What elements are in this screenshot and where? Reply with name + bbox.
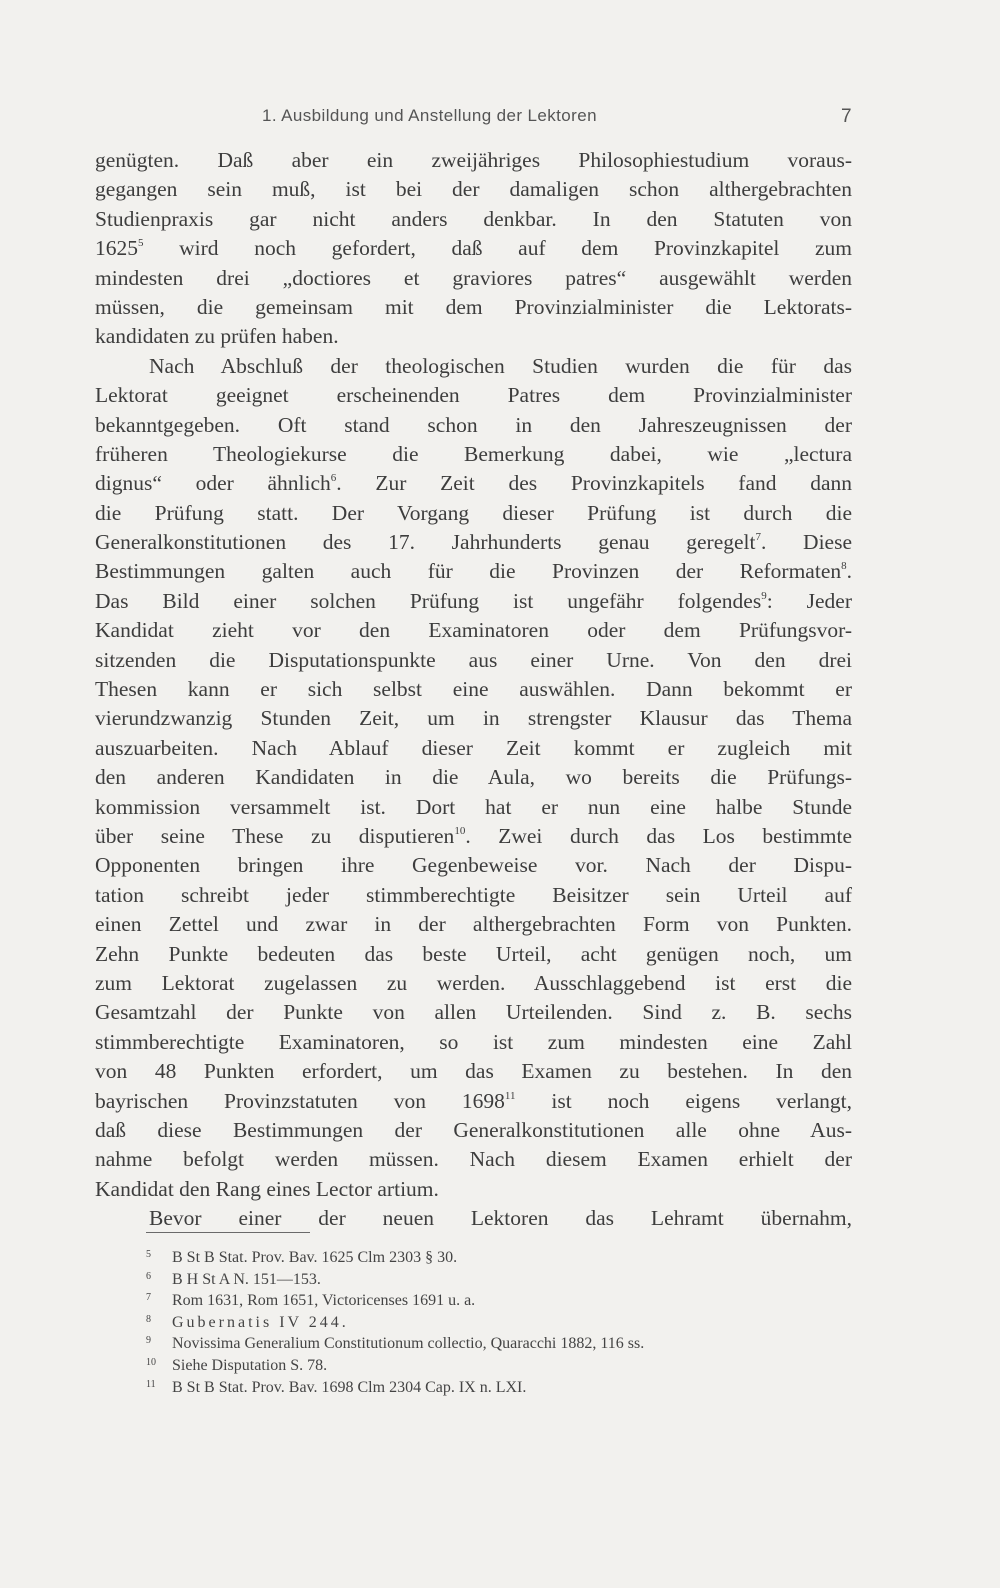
text-line: tation schreibt jeder stimmberechtigte Beisitzer sein Urteil auf bbox=[95, 882, 852, 907]
text-line: gegangen sein muß, ist bei der damaligen schon althergebrachten bbox=[95, 177, 852, 202]
footnote-text: B St B Stat. Prov. Bav. 1625 Clm 2303 § 30. bbox=[172, 1249, 458, 1266]
footnote bbox=[146, 1330, 866, 1352]
footnote-marker: 9 bbox=[146, 1335, 151, 1347]
footnote-text: Rom 1631, Rom 1651, Victoricenses 1691 u. a. bbox=[172, 1292, 476, 1310]
text-line: Opponenten bringen ihre Gegenbeweise vor. Nach der Dispu- bbox=[95, 853, 852, 878]
text-line: kandidaten zu prüfen haben. bbox=[95, 324, 339, 349]
text-line: zum Lektorat zugelassen zu werden. Ausschlaggebend ist erst die bbox=[95, 970, 852, 995]
text-line: einen Zettel und zwar in der althergebrachten Form von Punkten. bbox=[95, 912, 852, 937]
text-line: den anderen Kandidaten in die Aula, wo bereits die Prüfungs- bbox=[95, 765, 852, 790]
text-line: Thesen kann er sich selbst eine auswählen. Dann bekommt er bbox=[95, 677, 852, 702]
footnote-reference: 11 bbox=[504, 1089, 516, 1102]
footnote-marker: 5 bbox=[146, 1249, 151, 1260]
text-line: über seine These zu disputieren$^{10}$. Zwei durch das Los bestimmte bbox=[95, 823, 852, 848]
text-line: Das Bild einer solchen Prüfung ist ungefähr folgendes$^9$: Jeder bbox=[95, 588, 852, 613]
footnote-text: Gubernatis IV 244. bbox=[172, 1313, 349, 1331]
text-line: 1625$^5$ wird noch gefordert, daß auf dem Provinzkapitel zum bbox=[95, 236, 852, 261]
text-line: Studienpraxis gar nicht anders denkbar. In den Statuten von bbox=[95, 206, 852, 231]
text-line: Nach Abschluß der theologischen Studien wurden die für das bbox=[149, 353, 852, 378]
footnote-reference: 10 bbox=[454, 824, 466, 837]
footnote bbox=[146, 1287, 866, 1309]
footnote bbox=[146, 1374, 866, 1396]
text-line: daß diese Bestimmungen der Generalkonstitutionen alle ohne Aus- bbox=[95, 1117, 852, 1142]
page-number: 7 bbox=[841, 106, 852, 127]
footnote bbox=[146, 1266, 866, 1288]
footnote-marker: 10 bbox=[146, 1356, 156, 1368]
footnote-reference: 6 bbox=[330, 472, 337, 485]
text-line: die Prüfung statt. Der Vorgang dieser Prüfung ist durch die bbox=[95, 500, 852, 525]
footnote-reference: 8 bbox=[841, 560, 847, 573]
footnote bbox=[146, 1309, 866, 1331]
footnote-text: B H St A N. 151—153. bbox=[172, 1270, 321, 1288]
running-header bbox=[95, 106, 852, 132]
text-line: Zehn Punkte bedeuten das beste Urteil, acht genügen noch, um bbox=[95, 941, 852, 966]
text-line: Kandidat den Rang eines Lector artium. bbox=[95, 1176, 439, 1201]
footnote-reference: 7 bbox=[755, 531, 761, 544]
text-line: bekanntgegeben. Oft stand schon in den Jahreszeugnissen der bbox=[95, 412, 852, 437]
text-line: Bevor einer der neuen Lektoren das Lehramt übernahm, bbox=[149, 1206, 852, 1231]
body-text bbox=[95, 146, 852, 1233]
footnote-divider bbox=[146, 1232, 310, 1233]
text-line: Lektorat geeignet erscheinenden Patres dem Provinzialminister bbox=[95, 383, 852, 408]
footnote-reference: 9 bbox=[761, 589, 767, 602]
text-line: sitzenden die Disputationspunkte aus einer Urne. Von den drei bbox=[95, 647, 852, 672]
text-line: stimmberechtigte Examinatoren, so ist zum mindesten eine Zahl bbox=[95, 1029, 852, 1054]
text-line: nahme befolgt werden müssen. Nach diesem Examen erhielt der bbox=[95, 1147, 852, 1172]
text-line: dignus“ oder ähnlich$^6$. Zur Zeit des Provinzkapitels fand dann bbox=[95, 471, 852, 496]
text-line: Kandidat zieht vor den Examinatoren oder dem Prüfungsvor- bbox=[95, 618, 852, 643]
footnotes bbox=[146, 1244, 866, 1395]
text-line: auszuarbeiten. Nach Ablauf dieser Zeit kommt er zugleich mit bbox=[95, 735, 852, 760]
text-line: Gesamtzahl der Punkte von allen Urteilenden. Sind z. B. sechs bbox=[95, 1000, 852, 1025]
footnote-marker: 8 bbox=[146, 1313, 151, 1325]
text-line: vierundzwanzig Stunden Zeit, um in strengster Klausur das Thema bbox=[95, 706, 852, 731]
footnote-marker: 7 bbox=[146, 1292, 151, 1304]
footnote-reference: 5 bbox=[138, 237, 144, 250]
text-line: von 48 Punkten erfordert, um das Examen zu bestehen. In den bbox=[95, 1059, 852, 1084]
text-line: mindesten drei „doctiores et graviores patres“ ausgewählt werden bbox=[95, 265, 852, 290]
text-line: Generalkonstitutionen des 17. Jahrhunderts genau geregelt$^7$. Diese bbox=[95, 530, 852, 555]
footnote-text: Siehe Disputation S. 78. bbox=[172, 1356, 328, 1374]
text-line: bayrischen Provinzstatuten von 1698$^{11}$ ist noch eigens verlangt, bbox=[95, 1088, 852, 1113]
footnote-marker: 11 bbox=[146, 1378, 156, 1390]
footnote-text: B St B Stat. Prov. Bav. 1698 Clm 2304 Cap. IX n. LXI. bbox=[172, 1378, 527, 1396]
footnote-text: Novissima Generalium Constitutionum collectio, Quaracchi 1882, 116 ss. bbox=[172, 1335, 645, 1353]
text-line: genügten. Daß aber ein zweijähriges Philosophiestudium voraus- bbox=[95, 148, 852, 172]
text-line: kommission versammelt ist. Dort hat er nun eine halbe Stunde bbox=[95, 794, 852, 819]
text-line: Bestimmungen galten auch für die Provinzen der Reformaten$^8$. bbox=[95, 559, 852, 584]
text-line: früheren Theologiekurse die Bemerkung dabei, wie „lectura bbox=[95, 441, 852, 466]
text-line: müssen, die gemeinsam mit dem Provinzialminister die Lektorats- bbox=[95, 294, 852, 319]
chapter-title: 1. Ausbildung und Anstellung der Lektoren bbox=[262, 106, 597, 125]
footnote-marker: 6 bbox=[146, 1270, 151, 1282]
footnote bbox=[146, 1244, 866, 1266]
footnote bbox=[146, 1352, 866, 1374]
